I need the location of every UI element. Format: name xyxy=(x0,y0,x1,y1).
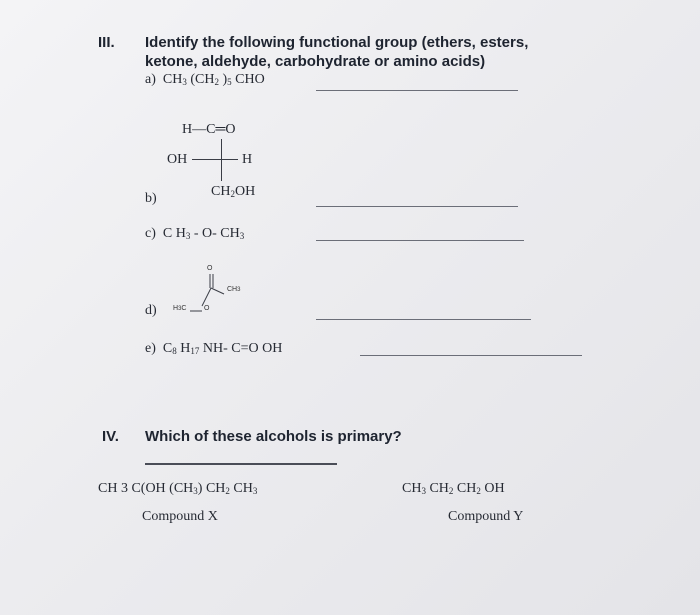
structure-b-vertical-bond xyxy=(221,139,222,181)
structure-d-h3c: H3C xyxy=(173,305,187,312)
answer-line-d[interactable] xyxy=(316,319,531,320)
structure-b-horizontal-bond xyxy=(192,159,238,160)
section-iii-title-line2: ketone, aldehyde, carbohydrate or amino acids) xyxy=(145,53,486,70)
section-iv-question: Which of these alcohols is primary? xyxy=(145,428,402,445)
section-iii-numeral: III. xyxy=(98,34,115,51)
compound-y-name: Compound Y xyxy=(448,509,524,524)
compound-x-name: Compound X xyxy=(142,509,218,524)
answer-line-a[interactable] xyxy=(316,90,518,91)
structure-d-carbonyl-o: O xyxy=(207,265,213,272)
structure-d-ester-o: O xyxy=(204,305,210,312)
section-iv-numeral: IV. xyxy=(102,428,119,445)
structure-b-left: OH xyxy=(167,152,188,167)
item-c-label: c) xyxy=(145,226,156,241)
compound-x-formula: CH 3 C(OH $(CH_3)$ $CH_2$ $CH_3$ xyxy=(98,481,258,496)
structure-b-bottom: $CH_2OH$ xyxy=(211,184,256,199)
section-iii-title-line1: Identify the following functional group (ethers, esters, xyxy=(145,34,529,51)
item-b-label: b) xyxy=(145,191,157,206)
item-d-label: d) xyxy=(145,303,157,318)
item-c: c) C $H_3 - O-$ $CH_3$ xyxy=(145,226,245,241)
item-e-label: e) xyxy=(145,341,156,356)
item-a: a) $CH_3$ ($CH_2$ )$_5$ CHO xyxy=(145,72,265,87)
structure-d-bonds xyxy=(180,262,270,322)
answer-line-c[interactable] xyxy=(316,240,524,241)
structure-b-right: H xyxy=(242,152,253,167)
item-e: e) $C_8$ $H_{17}$ NH- C=O OH xyxy=(145,341,283,356)
structure-b-top: H—C═O xyxy=(182,122,236,137)
item-a-label: a) xyxy=(145,72,156,87)
structure-d-ch3: CH3 xyxy=(227,286,241,293)
answer-line-iv[interactable] xyxy=(145,463,337,465)
answer-line-e[interactable] xyxy=(360,355,582,356)
answer-line-b[interactable] xyxy=(316,206,518,207)
compound-y-formula: $CH_3$ $CH_2$ $CH_2$ OH xyxy=(402,481,505,496)
